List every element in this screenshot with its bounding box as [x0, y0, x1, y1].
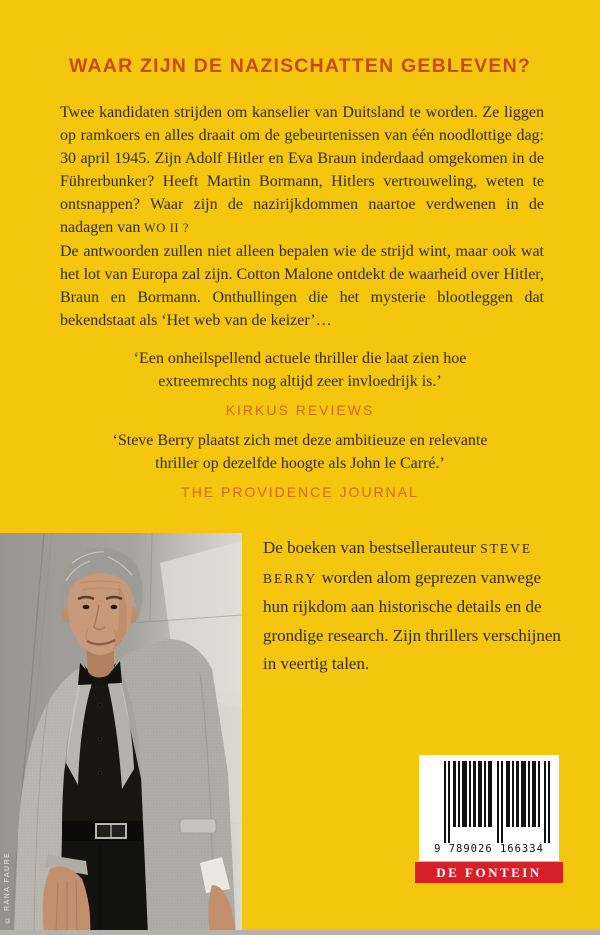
author-name: STEVE BERRY: [263, 541, 533, 586]
quote-line: extreemrechts nog altijd zeer invloedrijk is.’: [158, 373, 442, 390]
review-quote-kirkus: [0, 347, 600, 418]
quote-source: KIRKUS REVIEWS: [225, 402, 375, 418]
quote-source: THE PROVIDENCE JOURNAL: [181, 484, 419, 500]
bio-text-prefix: De boeken van bestsellerauteur: [263, 538, 481, 557]
quote-line: thriller op dezelfde hoogte als John le Carré.’: [155, 455, 445, 472]
barcode: [419, 755, 559, 861]
page-bottom-edge: [0, 930, 600, 935]
synopsis-paragraph-2: De antwoorden zullen niet alleen bepalen wie de strijd wint, maar ook wat het lot van Europa zal zijn. Cotton Malone ontdekt de waarheid over Hitler, Braun en Bormann. Onthullingen die het mysterie blootleggen dat bekendstaat als ‘Het web van de keizer’…: [60, 243, 544, 329]
author-portrait-illustration: [0, 533, 242, 935]
barcode-bars: [419, 755, 559, 861]
author-bio: [263, 534, 565, 679]
ww2-smallcaps: WO II ?: [140, 221, 190, 235]
publisher-logo: DE FONTEIN: [415, 862, 563, 883]
author-photo: [0, 533, 242, 935]
quote-line: ‘Steve Berry plaatst zich met deze ambitieuze en relevante: [112, 432, 488, 449]
isbn-digits: 9 789026 166334: [434, 843, 544, 855]
synopsis-paragraph-1: [60, 101, 544, 240]
bio-text-suffix: worden alom geprezen vanwege hun rijkdom aan historische details en de grondige research. Zijn thrillers verschijnen in veertig talen.: [263, 567, 561, 673]
synopsis-paragraph-1-text: Twee kandidaten strijden om kanselier van Duitsland te worden. Ze liggen op ramkoers en alles draait om de gebeurtenissen van één noodlottige dag: 30 april 1945. Zijn Adolf Hitler en Eva Braun inderdaad omgekomen in de Führerbunker? Heeft Martin Bormann, Hitlers vertrouweling, weten te ontsnappen? Waar zijn de nazirijkdommen naartoe verdwenen in de nadagen van: [60, 104, 544, 236]
quote-line: ‘Een onheilspellend actuele thriller die laat zien hoe: [133, 350, 467, 367]
photo-credit: © RANA FAURE: [4, 851, 11, 923]
cover-headline: WAAR ZIJN DE NAZISCHATTEN GEBLEVEN?: [69, 55, 531, 77]
review-quote-providence-journal: [0, 429, 600, 500]
synopsis-block: [60, 101, 544, 332]
